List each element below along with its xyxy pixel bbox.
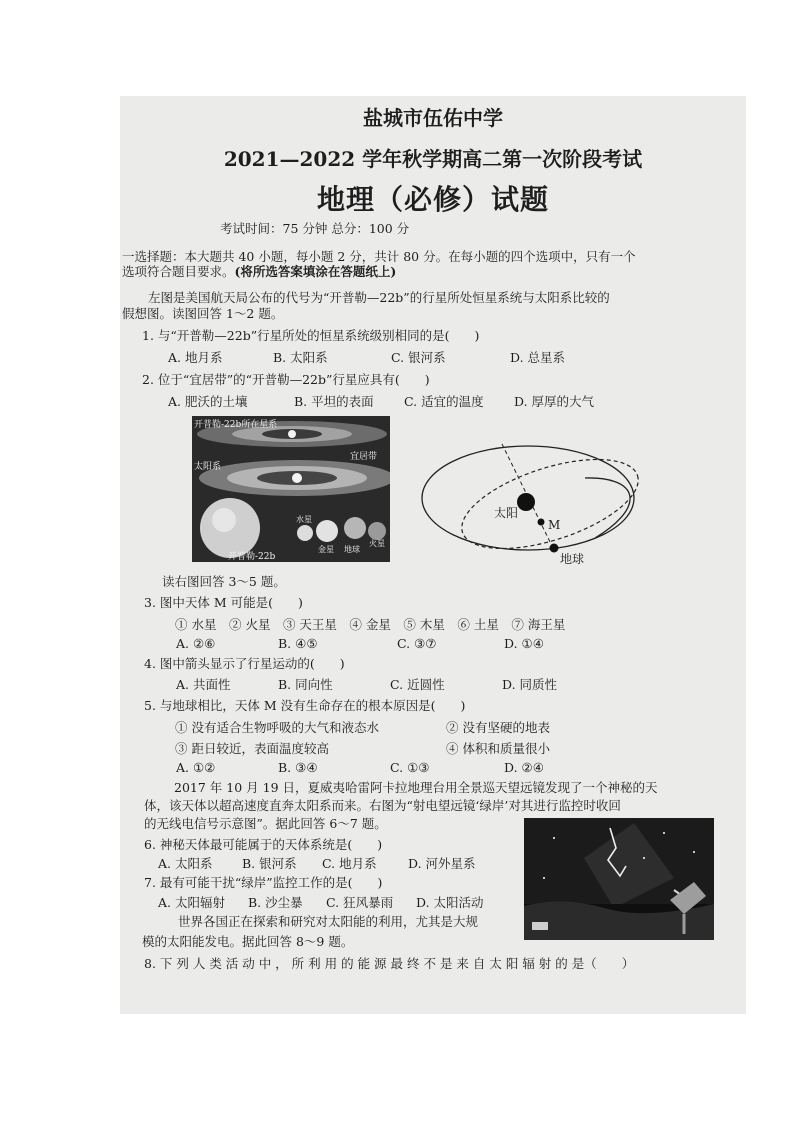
exam-info: 考试时间：75 分钟 总分：100 分 <box>220 221 410 236</box>
q5-item2: ② 没有坚硬的地表 <box>446 720 550 735</box>
star-system-comparison-figure <box>192 416 390 562</box>
q7-option-d[interactable]: D. 太阳活动 <box>416 895 484 910</box>
q2-option-c[interactable]: C. 适宜的温度 <box>404 394 484 409</box>
label-m: M <box>548 518 561 532</box>
q7-option-a[interactable]: A. 太阳辐射 <box>158 895 225 910</box>
q1-options <box>120 350 746 366</box>
orbit-diagram <box>420 432 646 572</box>
q5-option-d[interactable]: D. ②④ <box>504 760 544 775</box>
q8-stem: 8. 下 列 人 类 活 动 中 ， 所 利 用 的 能 源 最 终 不 是 来 自 太 阳 辐 射 的 是（ ） <box>144 956 635 971</box>
telescope-photo <box>524 818 714 940</box>
q7-options <box>120 895 746 911</box>
passage4-line1: 世界各国正在探索和研究对太阳能的利用，尤其是大规 <box>178 914 479 929</box>
q6-option-d[interactable]: D. 河外星系 <box>408 856 476 871</box>
q7-stem: 7. 最有可能干扰“绿岸”监控工作的是( ) <box>144 875 383 890</box>
passage1-line2: 假想图。读图回答 1～2 题。 <box>122 306 284 321</box>
instructions-note: (将所选答案填涂在答题纸上) <box>234 264 397 279</box>
label-earth: 地球 <box>344 545 360 554</box>
q4-stem: 4. 图中箭头显示了行星运动的( ) <box>144 656 345 671</box>
label-kepler-system: 开普勒-22b所在星系 <box>194 420 278 430</box>
label-venus: 金星 <box>318 545 334 554</box>
q4-option-d[interactable]: D. 同质性 <box>502 677 558 692</box>
instructions-line2 <box>122 264 396 280</box>
instructions-line1: 一选择题：本大题共 40 小题，每小题 2 分，共计 80 分。在每小题的四个选项中，只有一个 <box>122 249 636 264</box>
label-solar-system: 太阳系 <box>194 462 222 472</box>
q4-option-c[interactable]: C. 近圆性 <box>390 677 445 692</box>
q4-option-b[interactable]: B. 同向性 <box>278 677 333 692</box>
exam-paper <box>120 96 746 1014</box>
q4-option-a[interactable]: A. 共面性 <box>176 677 231 692</box>
q4-options <box>120 677 746 693</box>
q1-option-c[interactable]: C. 银河系 <box>391 350 446 365</box>
q5-option-c[interactable]: C. ①③ <box>390 760 430 775</box>
q6-option-c[interactable]: C. 地月系 <box>322 856 377 871</box>
q3-option-a[interactable]: A. ②⑥ <box>176 636 216 651</box>
label-sun: 太阳 <box>494 506 519 520</box>
q2-option-a[interactable]: A. 肥沃的土壤 <box>168 394 248 409</box>
passage3-line1: 2017 年 10 月 19 日，夏威夷哈雷阿卡拉地理台用全景巡天望远镜发现了一个神秘的天 <box>174 780 658 795</box>
school-name: 盐城市伍佑中学 <box>363 106 503 130</box>
q1-option-a[interactable]: A. 地月系 <box>168 350 223 365</box>
q7-option-b[interactable]: B. 沙尘暴 <box>248 895 303 910</box>
q3-items: ① 水星 ② 火星 ③ 天王星 ④ 金星 ⑤ 木星 ⑥ 土星 ⑦ 海王星 <box>175 617 566 632</box>
passage1-line1: 左图是美国航天局公布的代号为“开普勒—22b”的行星所处恒星系统与太阳系比较的 <box>148 290 610 305</box>
q6-option-b[interactable]: B. 银河系 <box>242 856 297 871</box>
q2-stem: 2. 位于“宜居带”的“开普勒—22b”行星应具有( ) <box>142 372 430 387</box>
star-system-illustration <box>192 416 390 562</box>
q5-options <box>120 760 746 776</box>
subject-title: 地理（必修）试题 <box>316 183 549 216</box>
q5-stem: 5. 与地球相比，天体 M 没有生命存在的根本原因是( ) <box>144 698 466 713</box>
q5-item3: ③ 距日较近，表面温度较高 <box>175 741 329 756</box>
label-habitable-zone: 宜居带 <box>350 452 378 462</box>
passage3-line3: 的无线电信号示意图”。据此回答 6～7 题。 <box>144 816 387 831</box>
q1-stem: 1. 与“开普勒—22b”行星所处的恒星系统级别相同的是( ) <box>142 328 480 343</box>
q6-stem: 6. 神秘天体最可能属于的天体系统是( ) <box>144 837 383 852</box>
q1-option-b[interactable]: B. 太阳系 <box>273 350 328 365</box>
label-mars: 火星 <box>369 539 385 548</box>
label-kepler-22b: 开普勒-22b <box>228 552 276 562</box>
q3-stem: 3. 图中天体 M 可能是( ) <box>144 595 303 610</box>
orbit-illustration <box>420 432 646 572</box>
q5-option-a[interactable]: A. ①② <box>176 760 216 775</box>
q2-options <box>120 394 746 410</box>
q3-option-b[interactable]: B. ④⑤ <box>278 636 318 651</box>
q6-options <box>120 856 746 872</box>
q2-option-b[interactable]: B. 平坦的表面 <box>294 394 374 409</box>
passage3-line2: 体，该天体以超高速度直奔太阳系而来。右图为“射电望远镜‘绿岸’对其进行监控时收回 <box>144 798 621 813</box>
q1-option-d[interactable]: D. 总星系 <box>510 350 566 365</box>
radio-telescope-night-image <box>524 818 714 940</box>
q2-option-d[interactable]: D. 厚厚的大气 <box>514 394 595 409</box>
q3-option-c[interactable]: C. ③⑦ <box>397 636 437 651</box>
exam-term-title: 2021—2022 学年秋学期高二第一次阶段考试 <box>223 147 643 171</box>
q5-item1: ① 没有适合生物呼吸的大气和液态水 <box>175 720 379 735</box>
q5-option-b[interactable]: B. ③④ <box>278 760 318 775</box>
passage2: 读右图回答 3～5 题。 <box>162 574 286 589</box>
q7-option-c[interactable]: C. 狂风暴雨 <box>326 895 394 910</box>
label-mercury: 水星 <box>296 515 312 524</box>
instructions-text: 选项符合题目要求。 <box>122 264 235 279</box>
passage4-line2: 模的太阳能发电。据此回答 8～9 题。 <box>142 934 354 949</box>
q6-option-a[interactable]: A. 太阳系 <box>158 856 213 871</box>
label-earth-orbit: 地球 <box>560 552 585 566</box>
q5-item4: ④ 体积和质量很小 <box>446 741 550 756</box>
q3-options <box>120 636 746 652</box>
q3-option-d[interactable]: D. ①④ <box>504 636 544 651</box>
